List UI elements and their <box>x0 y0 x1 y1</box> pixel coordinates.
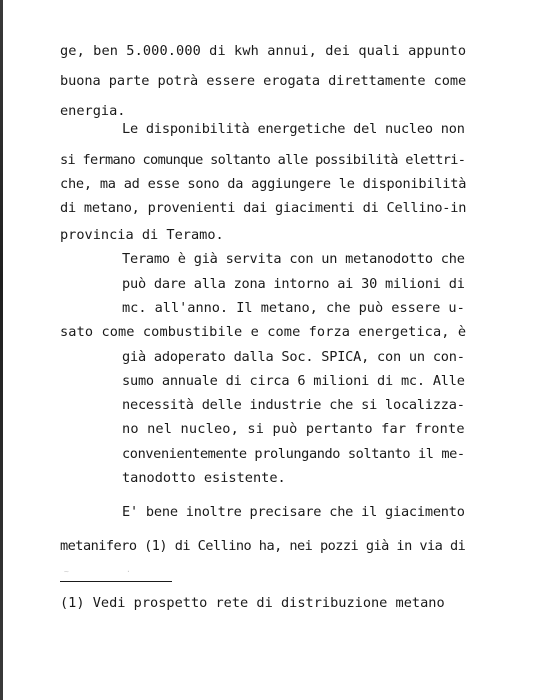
text-line-7: di metano, provenienti dai giacimenti di Cellino-in <box>60 200 467 216</box>
footnote-divider <box>60 581 172 582</box>
text-line-20: metanifero (1) di Cellino ha, nei pozzi già in via di <box>60 538 466 554</box>
text-line-17: convenientemente prolungando soltanto il me- <box>122 446 465 462</box>
text-line-10: può dare alla zona intorno ai 30 milioni di <box>122 276 465 292</box>
footnote: (1) Vedi prospetto rete di distribuzione metano <box>60 595 445 611</box>
text-line-5: si fermano comunque soltanto alle possibilità elettri- <box>60 152 466 168</box>
text-line-19: E' bene inoltre precisare che il giacimento <box>122 504 465 520</box>
text-line-11: mc. all'anno. Il metano, che può essere u- <box>122 300 465 316</box>
text-line-2: buona parte potrà essere erogata direttamente come <box>60 73 467 89</box>
text-line-16: no nel nucleo, si può pertanto far fronte <box>122 421 465 437</box>
text-line-14: sumo annuale di circa 6 milioni di mc. Alle <box>122 373 465 389</box>
text-line-4: Le disponibilità energetiche del nucleo non <box>122 121 465 137</box>
page-left-edge <box>0 0 3 700</box>
text-line-3: energia. <box>60 103 126 119</box>
text-line-15: necessità delle industrie che si localizza- <box>122 397 465 413</box>
text-line-1: ge, ben 5.000.000 di kwh annui, dei quali appunto <box>60 43 467 59</box>
text-line-9: Teramo è già servita con un metanodotto che <box>122 251 465 267</box>
text-line-18: tanodotto esistente. <box>122 470 286 486</box>
text-line-8: provincia di Teramo. <box>60 227 224 243</box>
text-line-6: che, ma ad esse sono da aggiungere le disponibilità <box>60 176 467 192</box>
text-line-13: già adoperato dalla Soc. SPICA, con un con- <box>122 349 465 365</box>
text-line-12: sato come combustibile e come forza energetica, è <box>60 324 467 340</box>
faint-mark: · <box>126 567 131 576</box>
faint-mark: ~ <box>64 567 69 576</box>
